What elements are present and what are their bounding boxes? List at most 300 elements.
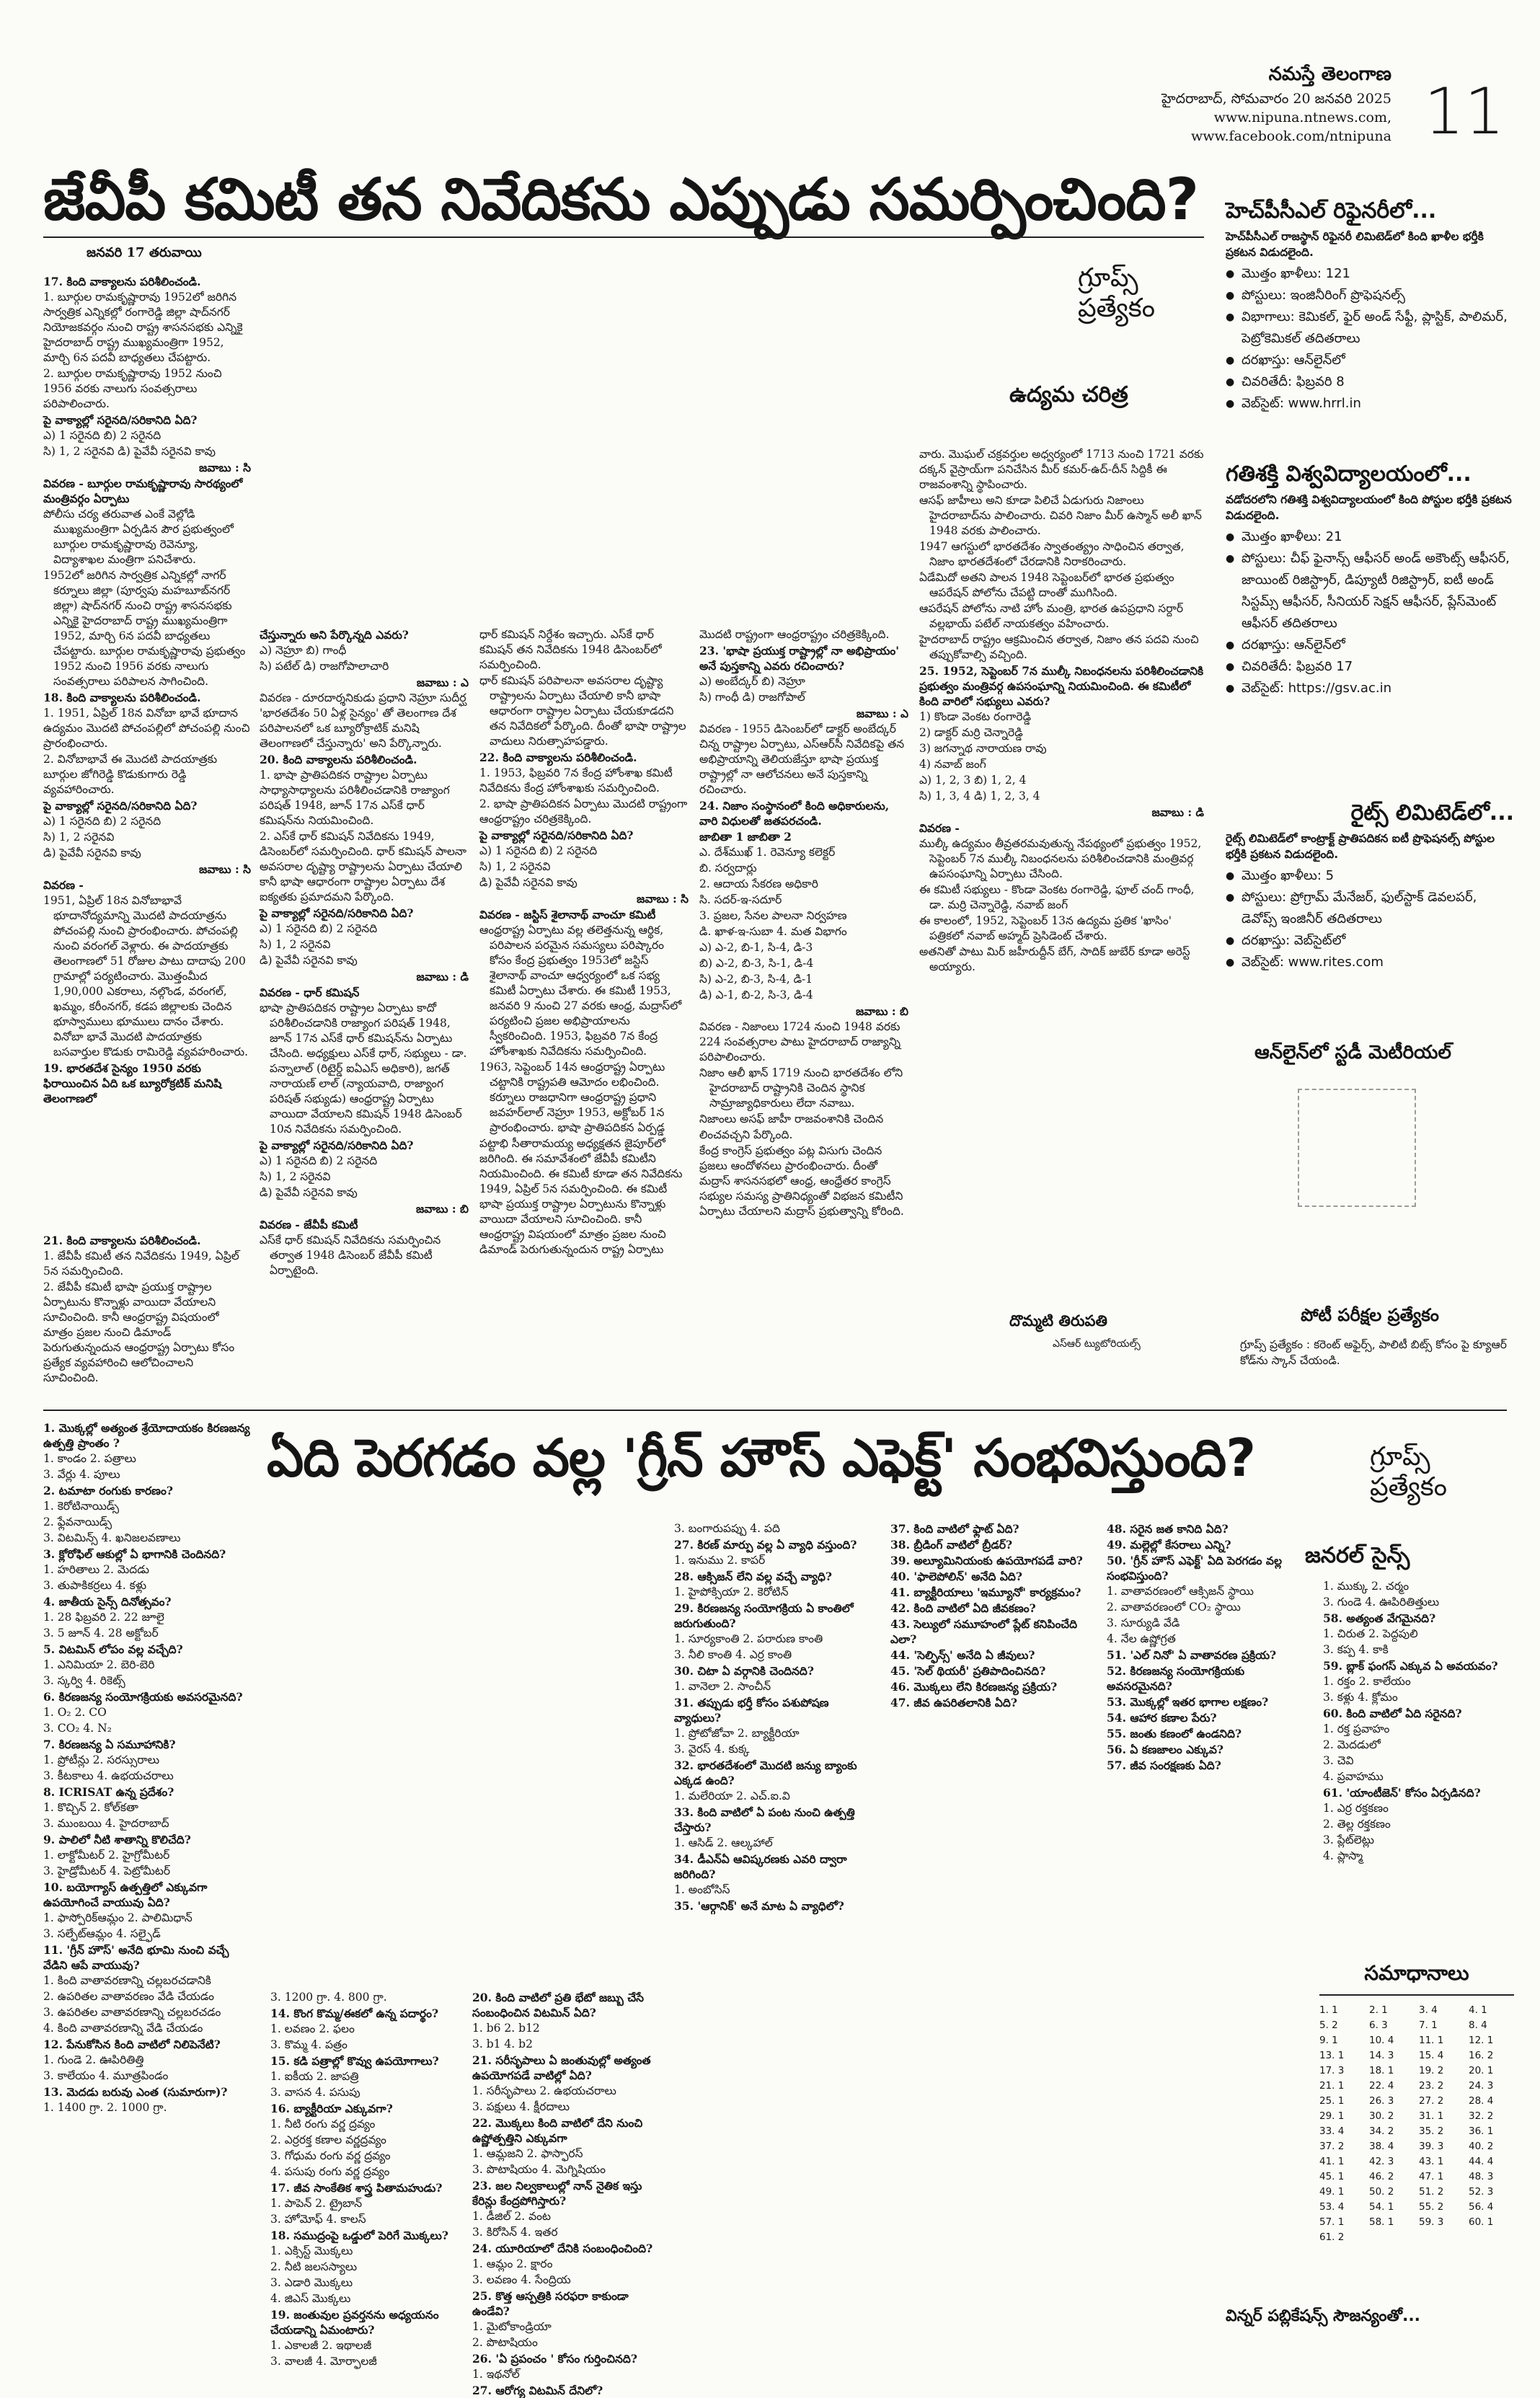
option-row: 3. వైరస్ 4. కుక్క [674,1743,750,1756]
list-item: ● పోస్టులు: ప్రోగ్రామ్ మేనేజర్, ఫుల్‌స్టాక్ డెవలపర్, డెవోప్స్ ఇంజినీర్ తదితరాలు [1226,887,1514,930]
q19-opt-ab: ఎ) నెహ్రూ బి) గాంధీ [260,644,347,657]
question-text: 9. పాలిలో నీటి శాతాన్ని కొలిచేది? [43,1833,191,1846]
question-text: 61. 'యాంటీజెన్‌' కోసం ఏర్పడినది? [1323,1786,1481,1800]
answer-cell: 13. 1 [1319,2050,1345,2061]
q24-opt-b: బి) ఎ-2, బి-3, సి-1, డి-4 [699,957,814,970]
option-row: 1. కాండం 2. పత్రాలు [43,1452,136,1465]
answer-cell: 27. 2 [1419,2095,1444,2107]
question-text: 56. ఏ కణజాలం ఎక్కువ? [1107,1743,1223,1756]
q17-title: 17. కింది వాక్యాలను పరిశీలించండి. [43,275,201,288]
bottom-col-6 [1107,1521,1312,2329]
option-row: 1. ఎక్సిస్ట్ మొక్కలు [270,2244,353,2257]
option-row: 1. ఐకీయ 2. జాపత్రి [270,2070,359,2083]
nizam-text-4: ఏడేమిదో అతని పాలన 1948 సెప్టెంబర్‌లో భారత ప్రభుత్వం ఆపరేషన్ పోలోను చేపట్టి దాంతో ముగిసింది. [919,571,1174,599]
answer-cell: 41. 1 [1319,2156,1345,2167]
q22-title: 22. కింది వాక్యాలను పరిశీలించండి. [479,751,637,764]
question-text: 22. మొక్కలు కింది వాటిలో దేని నుంచి ఉష్ణోత్పత్తిని ఎక్కువగా [472,2116,643,2145]
q17-explain-1: పోలీసు చర్య తరువాత ఎంకే వెల్లోడి ముఖ్యమంత్రిగా ఏర్పడిన పౌర ప్రభుత్వంలో బూర్గుల రామకృష్ణారావు రెవెన్యూ, విద్యాశాఖల మంత్రిగా పనిచేశారు. [43,508,234,566]
answer-cell: 14. 3 [1369,2050,1394,2061]
answer-cell: 30. 2 [1369,2110,1394,2122]
option-row: 1. మైటోకాండ్రియా [472,2320,552,2333]
list-item: ● మొత్తం ఖాళీలు: 21 [1226,526,1514,548]
list-item: ● మొత్తం ఖాళీలు: 121 [1226,263,1514,285]
option-row: 1. గుండె 2. ఊపిరితిత్తి [43,2053,144,2066]
sidebar-intro-gsv: వడోదరలోని గతిశక్తి విశ్వవిద్యాలయంలో కింది పోస్టుల భర్తీకి ప్రకటన విడుదలైంది. [1226,493,1512,522]
q19-title: 19. భారతదేశ సైన్యం 1950 వరకు ఫిరాయించిన ఏది ఒక బ్యూరోక్రటిక్ మనిషి తెలంగాణలో [43,1061,222,1105]
sidebar-head-study: ఆన్‌లైన్‌లో స్టడీ మెటీరియల్ [1254,1042,1451,1063]
answer-cell: 22. 4 [1369,2080,1394,2092]
answer-cell: 45. 1 [1319,2171,1345,2182]
option-row: 3. లవణం 4. సేంద్రియ [472,2273,571,2286]
option-row: 3. కప్ప 4. కాకి [1323,1643,1389,1656]
question-text: 14. కొంగ కొమ్మ/ఈకలో ఉన్న పదార్థం? [270,2007,439,2020]
q21-title: 21. కింది వాక్యాలను పరిశీలించండి. [43,1234,201,1247]
option-row: 1. ఎకాలజీ 2. ఇథాలజీ [270,2339,372,2352]
list-item: ● విభాగాలు: కెమికల్, ఫైర్ అండ్ సేఫ్టీ, ప్లాస్టిక్, పాలిమర్, పెట్రోకెమికల్ తదితరాలు [1226,306,1514,350]
top-col-1b [43,1233,251,1406]
answer-cell: 42. 3 [1369,2156,1394,2167]
answer-key [1319,1961,1514,2245]
option-row: 2. నీటి జలసస్యాలు [270,2260,358,2273]
option-row: 3. కీటకాలు 4. ఉభయచరాలు [43,1769,174,1782]
q19-ask: చేస్తున్నారు అని పేర్కొన్నది ఎవరు? [260,628,409,642]
q23-opt-cd: సి) గాంధీ డి) రాజగోపాల్ [699,691,805,704]
option-row: 3. తుపాకికర్రలు 4. కళ్లు [43,1579,147,1592]
q22-ask: పై వాక్యాల్లో సరైనది/సరికానిది ఏది? [479,828,634,842]
website-link[interactable]: www.nipuna.ntnews.com, [1213,110,1391,125]
question-text: 3. క్లోరోఫిల్ ఆకుల్లో ఏ భాగానికి చెందినది? [43,1547,226,1561]
q17-stmt1: 1. బూర్గుల రామకృష్ణారావు 1952లో జరిగిన సార్వత్రిక ఎన్నికల్లో రంగారెడ్డి జిల్లా షాద్‌నగర్ నియోజకవర్గం నుంచి రాష్ట్ర శాసనసభకు ఎన్నికై హైదరాబాద్ రాష్ట్ర ముఖ్యమంత్రిగా 1952, మార్చి 6న పదవీ బాధ్యతలు చేపట్టారు. [43,291,243,364]
q25-explain-head: వివరణ - [919,821,960,835]
option-row: 1. రక్త ప్రవాహం [1323,1722,1390,1735]
option-row: 1. ముక్కు 2. చర్మం [1323,1580,1410,1593]
nizam-text-1: వారు. మొఘల్ చక్రవర్తుల అధ్వర్యంలో 1713 నుంచి 1721 వరకు దక్కన్ వైస్రాయ్‌గా పనిచేసిన మీర్ కమర్-ఉద్-దీన్ సిద్దికీ ఈ రాజవంశాన్ని స్థాపించారు. [919,448,1204,491]
question-text: 35. 'ఆర్గానిక్' అనే మాట ఏ వ్యాధిలో? [674,1899,844,1913]
newspaper-name: నమస్తే తెలంగాణ [1268,63,1391,85]
list-item: ● దరఖాస్తు: ఆన్‌లైన్‌లో [1226,350,1514,371]
answer-cell: 1. 1 [1319,2004,1338,2016]
option-row: 2. ఎర్రరక్త కణాల వర్ణద్రవ్యం [270,2133,386,2146]
option-row: 3. వాలజీ 4. మోర్ఫాలజీ [270,2355,377,2368]
q22-opt-d: డి) పైవేవీ సరైనవి కావు [479,876,578,889]
option-row: 1. వాతావరణంలో ఆక్సిజన్ స్థాయి [1107,1585,1254,1598]
option-row: 1. ఆమ్లజని 2. ఫాస్ఫారస్ [472,2147,583,2160]
bottom-col-3 [472,1990,667,2397]
option-row: 2. ఫ్లేవనాయిడ్స్ [43,1516,112,1528]
sidebar-gsv [1226,461,1514,699]
option-row: 1. లవణం 2. ఫలం [270,2022,355,2035]
option-row: 4. ప్లాస్మా [1323,1849,1363,1862]
option-row: 1. సూర్యకాంతి 2. పరారుణ కాంతి [674,1632,823,1645]
answer-cell: 47. 1 [1419,2171,1444,2182]
q21-explain-head: వివరణ - జేవీపీ కమిటీ [260,1218,358,1231]
q17-opt-ab: ఎ) 1 సరైనది బి) 2 సరైనది [43,429,161,442]
answer-cell: 46. 2 [1369,2171,1394,2182]
question-text: 59. బ్లాక్ ఫంగస్ ఎక్కువ ఏ అవయవం? [1323,1659,1498,1673]
question-text: 4. జాతీయ సైన్స్ దినోత్సవం? [43,1595,172,1609]
dhar-text-2: ధార్ కమిషన్ పరిపాలనా అవసరాల దృష్ట్యా రాష్ట్రాలను ఏర్పాటు చేయాలి కానీ భాషా ఆధారంగా రాష్ట్రాల ఏర్పాటు చేయకూడదని తన నివేదికలో పేర్కొంది. దీంతో భాషా రాష్ట్రాల వాదులు నిరుత్సాహపడ్డారు. [479,674,686,748]
question-text: 30. చిటా ఏ వర్గానికి చెందినది? [674,1664,814,1678]
q18-opt-d: డి) పైవేవీ సరైనవి కావు [43,846,141,859]
q20-answer: జవాబు : డి [416,970,469,983]
q18-opt-ab: ఎ) 1 సరైనది బి) 2 సరైనది [43,815,161,828]
q20-title: 20. కింది వాక్యాలను పరిశీలించండి. [260,753,417,766]
answer-cell: 56. 4 [1469,2201,1494,2213]
answer-cell: 38. 4 [1369,2141,1394,2152]
option-row: 3. 1200 గ్రా. 4. 800 గ్రా. [270,1991,387,2004]
q23-explain: వివరణ - 1955 డిసెంబర్‌లో డాక్టర్ అంబేద్కర్ చిన్న రాష్ట్రాల ఏర్పాటు, ఎస్ఆర్‌సీ నివేదికపై తన అభిప్రాయాన్ని తెలియజేస్తూ భాషా ప్రయుక్త రాష్ట్రాల్లో నా ఆలోచనలు అనే పుస్తకాన్ని రచించారు. [699,722,905,796]
answer-cell: 39. 3 [1419,2141,1444,2152]
section-divider [43,1410,1507,1411]
question-text: 24. యూరియాలో దేనికి సంబంధించింది? [472,2242,653,2255]
q17-answer: జవాబు : సి [199,461,251,474]
answer-cell: 32. 2 [1469,2110,1494,2122]
q24-row-b: బి. సర్వదార్లు [699,862,757,875]
bottom-col-4 [674,1521,880,2329]
answer-cell: 52. 3 [1469,2186,1494,2198]
sidebar-head-exams: పోటీ పరీక్షల ప్రత్యేకం [1301,1305,1439,1325]
option-row: 1. ఇనుము 2. కాపర్ [674,1554,766,1567]
option-row: 1. ఎర్ర రక్తకణం [1323,1802,1389,1815]
option-row: 2. పొటాషియం [472,2336,538,2349]
answer-cell: 5. 2 [1319,2019,1338,2031]
q20-stmt1: 1. భాషా ప్రాతిపదికన రాష్ట్రాల ఏర్పాటు సాధ్యాసాధ్యాలను పరిశీలించడానికి రాజ్యాంగ పరిషత్ 1948, జూన్ 17న ఎస్‌కే ధార్ కమిషన్‌ను నియమించింది. [260,769,450,827]
q19-opt-cd: సి) పటేల్ డి) రాజగోపాలాచారి [260,660,389,673]
bottom-col-1 [43,1420,252,2329]
option-row: 1. ఫాస్పోరిక్‌ఆమ్లం 2. పాలిమిధాన్ [43,1911,192,1924]
answer-cell: 60. 1 [1469,2216,1494,2228]
option-row: 1. ప్రోటీన్లు 2. సరస్సురాలు [43,1753,160,1766]
question-text: 25. కొత్త ఆస్పత్రికి సరఫరా కాకుండా ఉండేవి? [472,2289,629,2318]
top-col-4 [699,627,908,1406]
answer-grid [1319,2003,1514,2245]
q20-opt-c: సి) 1, 2 సరైనవి [260,938,331,951]
q21-answer: జవాబు : బి [415,1202,469,1216]
option-row: 3. కాలేయం 4. మూత్రపిండం [43,2069,169,2082]
q24-opt-d: డి) ఎ-1, బి-2, సి-3, డి-4 [699,988,813,1001]
option-row: 1. ప్రోటోజోవా 2. బ్యాక్టీరియా [674,1727,800,1740]
question-text: 1. మొక్కల్లో అత్యంత శ్రేయోదాయకం కిరణజన్య ఉత్పత్తి ప్రాంతం ? [43,1421,250,1450]
question-text: 26. 'ఏ ప్రపంచం ' కోసం గుర్తించినది? [472,2352,637,2366]
question-text: 20. కింది వాటిలో ప్రతి భేటో జబ్బు చేసే సంబంధించిన విటమిన్ ఏది? [472,1991,644,2019]
list-item[interactable]: ● వెబ్‌సైట్: https://gsv.ac.in [1226,678,1514,699]
option-row: 1. మలేరియా 2. ఎచ్‌.ఐ.వి [674,1789,790,1802]
option-row: 1. హరితాలు 2. మెదడు [43,1563,150,1576]
question-text: 46. మొక్కలు లేని కిరణజన్య ప్రక్రియ? [890,1680,1058,1694]
answer-cell: 55. 2 [1419,2201,1444,2213]
bottom-col-5 [890,1521,1096,2329]
q19-answer: జవాబు : ఎ [416,676,469,689]
list-item: ● మొత్తం ఖాళీలు: 5 [1226,865,1514,887]
q19-explain: వివరణ - దూరదార్శనికుడు ప్రధాని నెహ్రూ సుదీర్ఘ 'భారతదేశం 50 ఏళ్ల సైన్యం' తో తెలంగాణ దేశ పరిపాలనలో ఒక బ్యూరోక్రాటిక్ మనిషి తెలంగాణలో చేస్తున్నారు' అని పేర్కొన్నారు. [260,691,466,750]
question-text: 12. పేనుకోసిన కింది వాటిలో నిలిపెనేటి? [43,2038,221,2051]
option-row: 2. మెదడులో [1323,1738,1381,1751]
q22-explain-1: ఆంధ్రరాష్ట్ర ఏర్పాటు వల్ల తలెత్తనున్న ఆర్థిక, పరిపాలన పరమైన సమస్యలు పరిష్కారం కోసం కేంద్ర ప్రభుత్వం 1953లో జస్టిస్ శైలానాథ్ వాంచూ ఆధ్వర్యంలో ఒక సభ్య కమిటీ ఏర్పాటు చేశారు. ఈ కమిటీ 1953, జనవరి 9 నుంచి 27 వరకు ఆంధ్ర, మద్రాస్‌లో పర్యటించి ప్రజల అభిప్రాయాలను స్వీకరించింది. 1953, ఫిబ్రవరి 7న కేంద్ర హోంశాఖకు నివేదికను సమర్పించింది. [479,924,682,1058]
option-row: 2. తెల్ల రక్తకణం [1323,1818,1391,1831]
q25-explain-1: ముల్కీ ఉద్యమం తీవ్రతరమవుతున్న నేపథ్యంలో ప్రభుత్వం 1952, సెప్టెంబర్ 7న ముల్కీ నిబంధనలను పరిశీలించడానికి మంత్రివర్గ ఉపసంఘాన్ని ఏర్పాటు చేసింది. [919,837,1202,880]
q20-explain-head: వివరణ - ధార్ కమిషన్ [260,986,360,999]
question-text: 40. 'ఫాలెపోలిన్' అనేది ఏది? [890,1570,1022,1583]
option-row: 3. గోధుమ రంగు వర్ణ ద్రవ్యం [270,2149,391,2162]
question-text: 28. ఆక్సిజన్‌ లేని వల్ల వచ్చే వ్యాధి? [674,1570,832,1583]
q22-explain-head: వివరణ - జస్టిస్ శైలానాథ్ వాంచూ కమిటీ [479,908,656,921]
nizam-text-6: హైదరాబాద్ రాష్ట్రం ఆక్రమించిన తర్వాత, నిజాం తన పదవి నుంచి తప్పుకోవాల్సి వచ్చింది. [919,633,1199,661]
answer-cell: 10. 4 [1369,2035,1394,2046]
option-row: 3. కళ్లు 4. క్లోమం [1323,1691,1398,1704]
sidebar-list-gsv [1226,526,1514,699]
option-row: 1. b6 2. b12 [472,2022,540,2035]
answer-cell: 18. 1 [1369,2065,1394,2076]
option-row: 2. ఉపరితల వాతావరణం వేడి చేయడం [43,1990,215,2003]
question-text: 41. బ్యాక్టీరియాలు 'ఇమ్యూనో' కార్యక్రమం? [890,1585,1081,1599]
q17-ask: పై వాక్యాల్లో సరైనది/సరికానిది ఏది? [43,413,198,427]
question-text: 27. కిరణ్ మార్పు వల్ల ఏ వ్యాధి వస్తుంది? [674,1538,857,1552]
question-text: 15. కడి పత్రాల్లో కొవ్వు ఉపయోగాలు? [270,2054,439,2068]
q25-explain-4: అతనితో పాటు మిర్ జహీరుద్దీన్ బేగ్, సాదిక్ జుబేర్ కూడా అరెస్ట్ అయ్యారు. [919,945,1190,973]
answer-cell: 19. 2 [1419,2065,1444,2076]
answer-cell: 26. 3 [1369,2095,1394,2107]
option-row: 3. కొమ్మ 4. పత్రం [270,2038,348,2051]
answer-cell: 43. 1 [1419,2156,1444,2167]
option-row: 4. పసుపు రంగు వర్ణ ద్రవ్యం [270,2165,390,2178]
q25-title: 25. 1952, సెప్టెంబర్ 7న ముల్కీ నిబంధనలను పరిశీలించడానికి ప్రభుత్వం మంత్రివర్గ ఉపసంఘాన్ని నియమించింది. ఈ కమిటీలో కింది వారిలో సభ్యులు ఎవరు? [919,664,1204,708]
option-row: 3. b1 4. b2 [472,2038,533,2050]
sidebar-head-hpcl: హెచ్‌పీసీఎల్ రిఫైనరీలో... [1226,198,1437,224]
sidebar-intro-hpcl: హెచ్‌పీసీఎల్ రాజస్థాన్ రిఫైనరీ లిమిటెడ్‌లో కింది ఖాళీల భర్తీకి ప్రకటన విడుదలైంది. [1226,230,1484,259]
q17-explain-2: 1952లో జరిగిన సార్వత్రిక ఎన్నికల్లో నాగర్ కర్నూలు జిల్లా (పూర్వపు మహబూబ్‌నగర్ జిల్లా) షాద్‌నగర్ నుంచి రాష్ట్ర శాసనసభకు ఎన్నికై హైదరాబాద్ రాష్ట్ర ముఖ్యమంత్రిగా 1952, మార్చి 6న పదవీ బాధ్యతలు చేపట్టారు. బూర్గుల రామకృష్ణారావు ప్రభుత్వం 1952 నుంచి 1956 వరకు నాలుగు సంవత్సరాలు పరిపాలన సాగించింది. [43,569,246,688]
q22-stmt1: 1. 1953, ఫిబ్రవరి 7న కేంద్ర హోంశాఖ కమిటీ నివేదికను కేంద్ర హోంశాఖకు సమర్పించింది. [479,766,673,795]
question-text: 48. సరైన జత కానిది ఏది? [1107,1522,1229,1536]
question-text: 7. కిరణజన్య ఏ సమూహానికి? [43,1738,176,1751]
q24-row-c: సి. సదర్-ఇ-సదూర్ [699,893,782,906]
option-row: 1. కొచ్చిన్ 2. కోల్‌కతా [43,1801,138,1814]
nizam-text-3: 1947 ఆగస్టులో భారతదేశం స్వాతంత్య్రం సాధించిన తర్వాత, నిజాం భారతదేశంలో చేరడానికి నిరాకరించారు. [919,540,1185,568]
question-text: 13. మెదడు బరువు ఎంత (సుమారుగా)? [43,2085,228,2099]
question-text: 19. జంతువుల ప్రవర్తనను అధ్యయనం చేయడాన్ని ఏమంటారు? [270,2308,439,2337]
answer-cell: 59. 3 [1419,2216,1444,2228]
answer-cell: 8. 4 [1469,2019,1487,2031]
answer-cell: 21. 1 [1319,2080,1345,2092]
q24-explain-2: నిజాం ఆలీ ఖాన్ 1719 నుంచి భారతదేశం లోని హైదరాబాద్ రాష్ట్రానికి చెందిన స్థానిక సామ్రాజ్యాధికారులు లేదా నవాబు. [699,1066,903,1110]
answer-cell: 17. 3 [1319,2065,1345,2076]
q21-ask: పై వాక్యాల్లో సరైనది/సరికానిది ఏది? [260,1138,414,1152]
q20-explain: భాషా ప్రాతిపదికన రాష్ట్రాల ఏర్పాటు కాదో పరిశీలించడానికి రాజ్యాంగ పరిషత్ 1948, జూన్ 17న ఎస్‌కే ధార్ కమిషన్‌ను ఏర్పాటు చేసింది. అధ్యక్షులు ఎస్‌కే ధార్, సభ్యులు - డా. పన్నాలాల్ (రిటైర్డ్ ఐఏఎస్ అధికారి), జగత్ నారాయణ్ లాల్ (న్యాయవాది, రాజ్యాంగ పరిషత్ సభ్యుడు) ఆంధ్రరాష్ట్ర ఏర్పాటు వాయిదా వేయాలని కమిషన్ 1948 డిసెంబర్ 10న నివేదికను సమర్పించింది. [260,1001,467,1136]
option-row: 1. సరీసృపాలు 2. ఉభయచరాలు [472,2084,616,2097]
answer-cell: 16. 2 [1469,2050,1494,2061]
q22-opt-ab: ఎ) 1 సరైనది బి) 2 సరైనది [479,844,598,857]
q23-opt-ab: ఎ) అంబేద్కర్ బి) నెహ్రూ [699,675,805,688]
answer-cell: 23. 2 [1419,2080,1444,2092]
question-text: 44. 'సెల్ఫిన్స్' అనేది ఏ జీవులు? [890,1648,1035,1662]
q20-opt-ab: ఎ) 1 సరైనది బి) 2 సరైనది [260,922,378,935]
option-row: 3. చెవి [1323,1754,1354,1767]
question-text: 21. సరీసృపాలు ఏ జంతువుల్లో అత్యంత ఉపయోగపడే వాటిల్లో ఏది? [472,2053,651,2082]
answer-cell: 35. 2 [1419,2125,1444,2137]
option-row: 4. ప్రవాహము [1323,1770,1384,1783]
question-text: 51. 'ఎల్ నినో' ఏ వాతావరణ ప్రక్రియ? [1107,1648,1277,1662]
answer-cell: 6. 3 [1369,2019,1388,2031]
sidebar-exams [1226,1305,1514,1368]
answer-cell: 49. 1 [1319,2186,1345,2198]
q21-stmt2: 2. జేవీపీ కమిటీ భాషా ప్రయుక్త రాష్ట్రాల ఏర్పాటును కొన్నాళ్లు వాయిదా వేయాలని సూచించింది. కానీ ఆంధ్రరాష్ట్ర విషయంలో మాత్రం ప్రజల నుంచి డిమాండ్ పెరుగుతున్నందున ఆంధ్రరాష్ట్ర ఏర్పాటు కోసం ప్రత్యేక వ్యవహారించి ఆలోచించాలని సూచించింది. [43,1280,235,1384]
q24-title: 24. నిజాం సంస్థానంలో కింది అధికారులను, వారి విధులతో జతపరచండి. [699,799,890,828]
answer-cell: 54. 1 [1369,2201,1394,2213]
option-row: 1. చిరుత 2. పెద్దపులి [1323,1627,1418,1640]
q17-opt-cd: సి) 1, 2 సరైనవి డి) పైవేవీ సరైనవి కావు [43,445,216,458]
answer-cell: 53. 4 [1319,2201,1345,2213]
tag-subject: ఉద్యమ చరిత్ర [1009,382,1128,407]
question-text: 53. మొక్కల్లో ఇతర భాగాల లక్షణం? [1107,1695,1269,1709]
q25-item3: 3) జగన్నాథ నారాయణ రావు [919,742,1047,755]
sidebar-list-rites [1226,865,1514,973]
question-text: 57. జీవ సంరక్షణకు ఏది? [1107,1758,1221,1772]
option-row: 3. కిరోసిన్ 4. ఇతర [472,2226,558,2239]
top-col-2 [260,627,469,1406]
q25-item2: 2) డాక్టర్ మర్రి చెన్నారెడ్డి [919,726,1023,739]
option-row: 3. ప్లేట్‌లెట్లు [1323,1833,1375,1846]
dateline: హైదరాబాద్, సోమవారం 20 జనవరి 2025 [1161,91,1391,107]
answer-cell: 9. 1 [1319,2035,1338,2046]
option-row: 4. నేల ఉష్ణోగ్రత [1107,1632,1176,1645]
q23-title: 23. 'భాషా ప్రయుక్త రాష్ట్రాల్లో నా అభిప్రాయం' అనే పుస్తకాన్ని ఎవరు రచించారు? [699,644,899,673]
question-text: 54. ఆహార కణాల పేరు? [1107,1711,1217,1725]
answer-cell: 12. 1 [1469,2035,1494,2046]
q22-answer: జవాబు : సి [637,892,689,906]
q18-explain-head: వివరణ - [43,878,84,892]
question-text: 47. జీవ ఉపరితలానికి ఏది? [890,1696,1017,1709]
question-text: 52. కిరణజన్య సంయోగక్రియకు అవసరమైనది? [1107,1664,1245,1693]
nizam-text-2: ఆసఫ్ జాహీలు అని కూడా పిలిచే ఏడుగురు నిజాంలు హైదరాబాద్‌ను పాలించారు. చివరి నిజాం మీర్ ఉస్మాన్ అలీ ఖాన్ 1948 వరకు పాలించారు. [919,494,1202,537]
option-row: 3. హోమోఫ్ 4. కాలస్ [270,2213,366,2226]
question-text: 39. అల్యూమినియంకు ఉపయోగపడే వారి? [890,1554,1083,1567]
option-row: 3. హైడ్రోమీటర్ 4. పెట్రోమీటర్ [43,1864,171,1877]
option-row: 1. 28 ఫిబ్రవరి 2. 22 జూలై [43,1611,164,1624]
tag-subject-bottom: జనరల్ సైన్స్ [1305,1543,1410,1568]
answer-cell: 11. 1 [1419,2035,1444,2046]
question-text: 10. బయోగ్యాస్ ఉత్పత్తిలో ఎక్కువగా ఉపయోగించే వాయువు ఏది? [43,1880,208,1909]
option-row: 1. ఎనిమియా 2. బెరి-బెరి [43,1658,155,1671]
answer-cell: 50. 2 [1369,2186,1394,2198]
question-text: 43. సెల్యులో సమూహంలో ప్లేట్ కనిపించేది ఎలా? [890,1617,1078,1646]
groups-tag [1078,263,1208,324]
option-row: 3. వేర్లు 4. పూలు [43,1468,120,1481]
answer-key-title: సమాధానాలు [1319,1961,1514,1996]
option-row: 3. పొటాషియం 4. మెగ్నిషియం [472,2163,606,2176]
question-text: 18. సముద్రంపై ఒడ్డులో పెరిగే మొక్కలు? [270,2229,448,2242]
question-text: 6. కిరణజన్య సంయోగక్రియకు అవసరమైనది? [43,1690,243,1704]
q25-answer: జవాబు : డి [1151,805,1204,819]
option-row: 3. గుండె 4. ఊపిరితిత్తులు [1323,1596,1440,1609]
facebook-link[interactable]: www.facebook.com/ntnipuna [1190,128,1391,144]
footer-credit: విన్నర్ పబ్లికేషన్స్ సౌజన్యంతో... [1226,2307,1421,2325]
question-text: 38. బ్రీడింగ్ వాటిలో బ్రీడర్? [890,1538,1013,1552]
option-row: 1. O₂ 2. CO [43,1706,107,1719]
q25-item1: 1) కొండా వెంకట రంగారెడ్డి [919,710,1032,723]
question-text: 60. కింది వాటిలో ఏది సరైనది? [1323,1707,1462,1720]
jvp-text: పట్టాభి సీతారామయ్య అధ్యక్షతన జైపూర్‌లో జరిగింది. ఈ సమావేశంలో జేవీపీ కమిటీని నియమించింది. ఈ కమిటీ కూడా తన నివేదికను 1949, ఏప్రిల్ 5న సమర్పించింది. ఈ కమిటీ భాషా ప్రయుక్త రాష్ట్రాల ఏర్పాటును కొన్నాళ్లు వాయిదా వేయాలని సూచించింది. కానీ ఆంధ్రరాష్ట్ర విషయంలో మాత్రం ప్రజల నుంచి డిమాండ్ పెరుగుతున్నందున రాష్ట్ర ఏర్పాటు [479,1137,683,1256]
answer-cell: 2. 1 [1369,2004,1388,2016]
list-item: ● దరఖాస్తు: ఆన్‌లైన్‌లో [1226,634,1514,656]
byline-name: దొమ్మటి తిరుపతి [1009,1312,1107,1329]
tag-special: ప్రత్యేకం [1078,293,1155,323]
headline-rule [43,236,1204,238]
qr-code-placeholder[interactable] [1298,1089,1416,1207]
list-item: ● పోస్టులు: ఇంజినీరింగ్ ప్రొఫెషనల్స్ [1226,285,1514,306]
q24-explain-3: నిజాంలు అసఫ్ జాహీ రాజవంశానికి చెందిన [699,1112,884,1125]
answer-cell: 24. 3 [1469,2080,1494,2092]
answer-cell: 20. 1 [1469,2065,1494,2076]
q18-opt-c: సి) 1, 2 సరైనవి [43,831,115,844]
sidebar-rites [1226,800,1514,973]
q25-item4: 4) నవాబ్ జంగ్ [919,758,986,771]
question-text: 27. ఆరోగ్య విటమిన్ దేనిలో? [472,2384,603,2397]
nizam-text-5: ఆపరేషన్ పోలోను నాటి హోం మంత్రి, భారత ఉపప్రధాని సర్దార్ వల్లభాయ్ పటేల్ నాయకత్వం వహించారు. [919,602,1184,630]
bottom-col-2 [270,1990,465,2368]
tag-special-bottom: ప్రత్యేకం [1370,1472,1447,1502]
q25-opt-cd: సి) 1, 3, 4 డి) 1, 2, 3, 4 [919,789,1040,802]
masthead [1125,63,1391,146]
option-row: 3. నీలి కాంతి 4. ఎర్ర కాంతి [674,1648,792,1661]
q20-ask: పై వాక్యాల్లో సరైనది/సరికానిది ఏది? [260,906,414,920]
list-item[interactable]: ● వెబ్‌సైట్: www.rites.com [1226,952,1514,973]
sidebar-intro-rites: రైట్స్ లిమిటెడ్‌లో కాంట్రాక్ట్ ప్రాతిపదికన ఐటీ ప్రొఫెషనల్స్ పోస్టుల భర్తీకి ప్రకటన విడుదలైంది. [1226,832,1495,861]
answer-cell: 28. 4 [1469,2095,1494,2107]
list-item[interactable]: ● వెబ్‌సైట్: www.hrrl.in [1226,393,1514,415]
question-text: 58. అత్యంత వేగమైనది? [1323,1611,1436,1625]
answer-cell: 61. 2 [1319,2231,1345,2243]
sidebar-head-rites: రైట్స్ లిమిటెడ్‌లో... [1350,800,1514,826]
q22-opt-c: సి) 1, 2 సరైనవి [479,860,551,873]
answer-cell: 51. 2 [1419,2186,1444,2198]
option-row: 2. వాతావరణంలో CO₂ స్థాయి [1107,1601,1241,1614]
answer-cell: 33. 4 [1319,2125,1345,2137]
groups-tag-bottom [1370,1442,1500,1503]
q22-explain-2: 1963, సెప్టెంబర్ 14న ఆంధ్రరాష్ట్ర ఏర్పాటు చట్టానికి రాష్ట్రపతి ఆమోదం లభించింది. కర్నూలు రాజధానిగా ఆంధ్రరాష్ట్ర ప్రధాని జవహర్‌లాల్ నెహ్రూ 1953, అక్టోబర్ 1న ప్రారంభించారు. భాషా ప్రాతిపదికన ఏర్పడ్డ [479,1061,665,1134]
option-row: 3. స్కర్వి 4. రికెట్స్ [43,1674,125,1687]
question-text: 37. కింది వాటిలో ఫ్లాట్ ఏది? [890,1522,1019,1536]
byline-role: ఎస్ఆర్ ట్యుటోరియల్స్ [1053,1338,1141,1350]
q21-opt-c: సి) 1, 2 సరైనవి [260,1170,331,1183]
tag-groups: గ్రూప్స్ [1078,263,1138,293]
question-text: 45. 'సెల్ థియరీ' ప్రతిపాదించినది? [890,1664,1046,1678]
question-text: 2. టమాటా రంగుకు కారణం? [43,1484,173,1497]
question-text: 49. మల్లెల్లో కేసరాలు ఎన్ని? [1107,1538,1231,1552]
option-row: 4. జిఎస్ మొక్కలు [270,2292,351,2305]
option-row: 1. డీజిల్ 2. వంట [472,2210,551,2223]
question-text: 42. కింది వాటిలో ఏది జీవకణం? [890,1601,1036,1615]
answer-cell: 48. 3 [1469,2171,1494,2182]
dhar-text-1: ధార్ కమిషన్ నిర్దేశం ఇచ్చారు. ఎస్‌కే ధార్ కమిషన్ తన నివేదికను 1948 డిసెంబర్‌లో సమర్పించింది. [479,628,662,671]
sidebar-exams-item: గ్రూప్స్ ప్రత్యేకం : కరెంట్ అఫైర్స్, పాలిటీ బిట్స్ కోసం పై క్యూఆర్ కోడ్‌ను స్కాన్ చేయండి. [1240,1338,1507,1367]
answer-cell: 44. 4 [1469,2156,1494,2167]
q20-opt-d: డి) పైవేవీ సరైనవి కావు [260,954,358,967]
jvp-tail-2: కేంద్ర కాంగ్రెస్ ప్రభుత్వం పట్ల విసుగు చెందిన ప్రజలు ఆందోళనలు ప్రారంభించారు. దీంతో మద్రాస్ శాసనసభలో ఆంధ్ర, ఆంధ్రేతర కాంగ్రెస్ సభ్యుల సమస్య ప్రాతినిధ్యంతో విభజన కమిటీని ఏర్పాటు చేయాలని మద్రాస్ ప్రభుత్వాన్ని కోరింది. [699,1144,904,1218]
q20-stmt2: 2. ఎస్‌కే ధార్ కమిషన్ నివేదికను 1949, డిసెంబర్‌లో సమర్పించింది. ధార్ కమిషన్ పాలనా అవసరాల దృష్ట్యా రాష్ట్రాలను ఏర్పాటు చేయాలి కానీ భాషా ఆధారంగా రాష్ట్రాల ఏర్పాటు దేశ ఐక్యతకు ప్రమాదమని పేర్కొంది. [260,830,467,903]
q18-ask: పై వాక్యాల్లో సరైనది/సరికానిది ఏది? [43,799,198,813]
q22-tail: మొదటి రాష్ట్రంగా ఆంధ్రరాష్ట్రం చరిత్రకెక్కింది. [699,628,890,641]
q24-row-2: 2. ఆదాయ సేకరణ అధికారి [699,877,818,890]
answer-cell: 29. 1 [1319,2110,1345,2122]
q24-answer: జవాబు : బి [855,1004,908,1018]
question-text: 33. కింది వాటిలో ఏ పంట నుంచి ఉత్పత్తి చేస్తారు? [674,1805,855,1834]
option-row: 1. రక్తం 2. కాలేయం [1323,1675,1411,1688]
option-row: 1. కెరోటినాయిడ్స్ [43,1500,120,1513]
sidebar-head-gsv: గతిశక్తి విశ్వవిద్యాలయంలో... [1226,461,1472,487]
q18-stmt2: 2. వినోబాభావే ఈ మొదటి పాదయాత్రకు బూర్గుల జోగిరెడ్డి కొడుకుగారు రెడ్డి వ్యవహారించారు. [43,753,218,796]
q24-opt-c: సి) ఎ-2, బి-3, సి-4, డి-1 [699,973,813,986]
option-row: 3. వాసన 4. పసుపు [270,2086,360,2099]
option-row: 1. ఆమ్లం 2. క్షారం [472,2257,553,2270]
